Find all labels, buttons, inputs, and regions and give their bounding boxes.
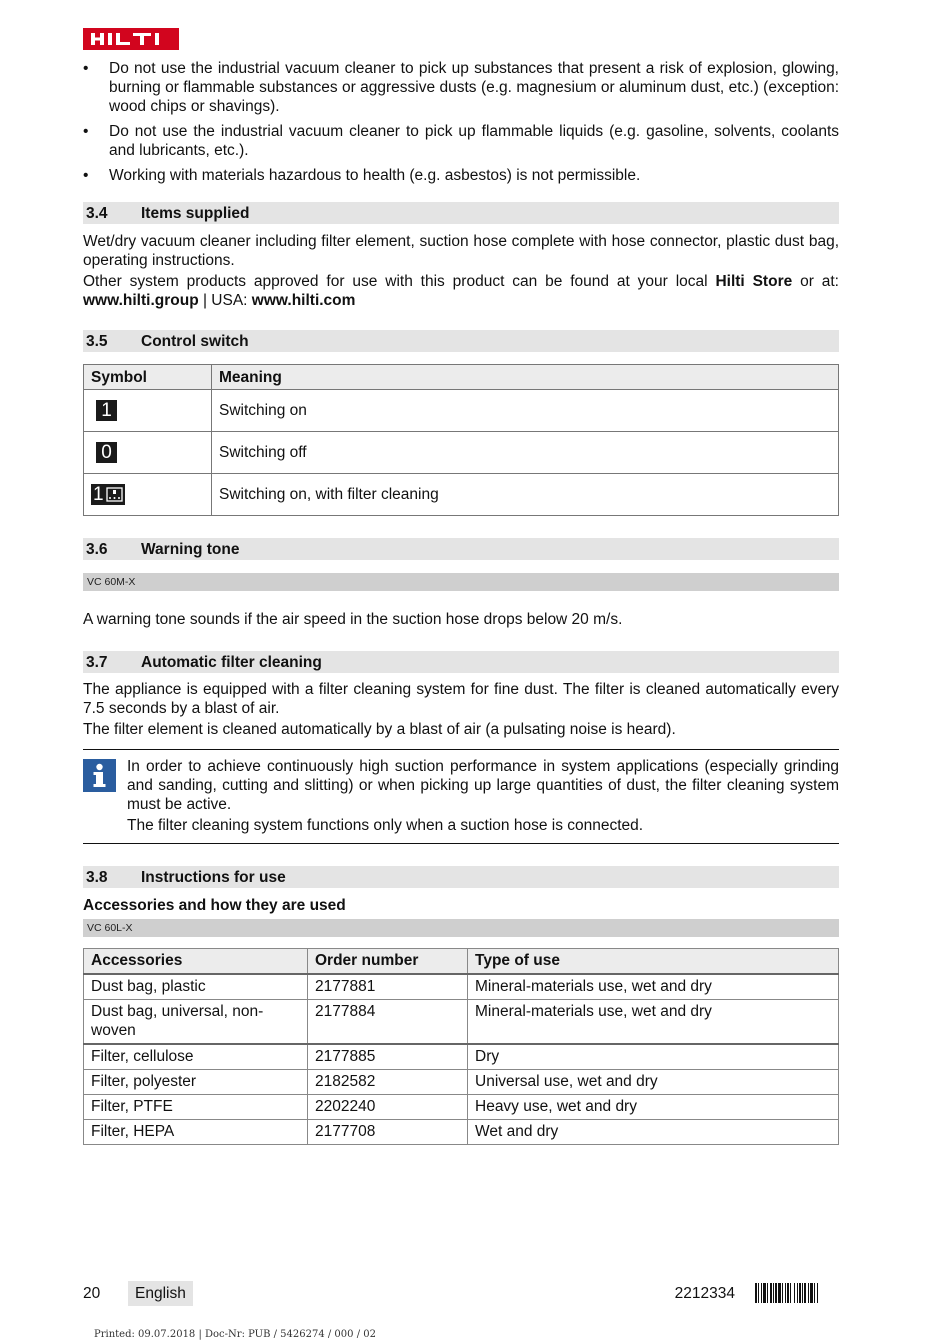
table-cell: Filter, HEPA xyxy=(84,1120,308,1145)
info-note-box xyxy=(83,749,839,844)
symbol-cell xyxy=(84,390,212,432)
table-row xyxy=(84,1120,839,1145)
table-cell: 2177708 xyxy=(308,1120,468,1145)
items-supplied-text: Wet/dry vacuum cleaner including filter element, suction hose complete with hose connector, plastic dust bag, operating instructions. xyxy=(83,233,839,269)
text-span: or at: xyxy=(792,273,839,290)
table-cell: Wet and dry xyxy=(468,1120,839,1145)
meaning-cell: Switching on, with filter cleaning xyxy=(212,474,839,516)
table-cell: 2202240 xyxy=(308,1095,468,1120)
info-icon xyxy=(83,757,127,835)
column-header-meaning: Meaning xyxy=(212,365,839,390)
column-header: Order number xyxy=(308,949,468,975)
section-title: Control switch xyxy=(141,332,249,350)
symbol-digit: 1 xyxy=(93,484,104,505)
text-span: Other system products approved for use with this product can be found at your local xyxy=(83,273,716,290)
section-title: Automatic filter cleaning xyxy=(141,653,322,671)
table-row xyxy=(84,1070,839,1095)
column-header: Type of use xyxy=(468,949,839,975)
symbol-cell xyxy=(84,432,212,474)
section-title: Instructions for use xyxy=(141,868,286,886)
table-cell: Dust bag, universal, non-woven xyxy=(84,1000,308,1045)
table-cell: Universal use, wet and dry xyxy=(468,1070,839,1095)
switch-off-icon: 0 xyxy=(96,442,117,463)
filter-cleaning-note: The filter element is cleaned automatically by a blast of air (a pulsating noise is heard). xyxy=(83,721,676,738)
bullet-item: • Do not use the industrial vacuum cleaner to pick up substances that present a risk of explosion, glowing, burning or flammable substances or aggressive dusts (e.g. magnesium or aluminum dust, etc.) (exception: wood chips or shavings). xyxy=(83,59,839,116)
table-row xyxy=(84,390,839,432)
accessories-subheading: Accessories and how they are used xyxy=(83,897,346,914)
bullet-item: • Do not use the industrial vacuum cleaner to pick up flammable liquids (e.g. gasoline, solvents, coolants and lubricants, etc.). xyxy=(83,122,839,160)
switch-on-icon: 1 xyxy=(96,400,117,421)
text-span: | USA: xyxy=(198,292,252,309)
section-number: 3.4 xyxy=(86,204,108,222)
barcode-icon xyxy=(755,1283,839,1303)
info-note-text: The filter cleaning system functions only when a suction hose is connected. xyxy=(127,817,644,834)
meaning-cell: Switching on xyxy=(212,390,839,432)
main-content xyxy=(83,59,839,1145)
switch-on-filter-cleaning-icon xyxy=(91,484,125,505)
system-products-text xyxy=(83,272,839,310)
section-title: Warning tone xyxy=(141,540,240,558)
page-footer xyxy=(83,1281,839,1307)
page-number: 20 xyxy=(83,1285,101,1302)
table-cell: Dry xyxy=(468,1044,839,1070)
info-note-text: In order to achieve continuously high suction performance in system applications (especially grinding and sanding, cutting and slitting) or when picking up large quantities of dust, the filter cleaning system must be active. xyxy=(127,758,839,813)
table-row xyxy=(84,1095,839,1120)
section-number: 3.7 xyxy=(86,653,108,671)
section-number: 3.5 xyxy=(86,332,108,350)
column-header: Accessories xyxy=(84,949,308,975)
hilti-com-link[interactable]: www.hilti.com xyxy=(251,292,356,309)
table-cell: 2177881 xyxy=(308,974,468,1000)
table-header-row xyxy=(84,949,839,975)
table-cell: Filter, cellulose xyxy=(84,1044,308,1070)
hilti-store-label: Hilti Store xyxy=(715,273,793,290)
document-number: 2212334 xyxy=(674,1285,735,1302)
warning-tone-text: A warning tone sounds if the air speed in the suction hose drops below 20 m/s. xyxy=(83,611,623,628)
table-row xyxy=(84,974,839,1000)
print-info: Printed: 09.07.2018 | Doc-Nr: PUB / 5426274 / 000 / 02 xyxy=(94,1329,376,1340)
hilti-group-link[interactable]: www.hilti.group xyxy=(83,292,199,309)
model-label-bar: VC 60M-X xyxy=(83,573,839,591)
accessories-table xyxy=(83,948,839,1145)
table-row xyxy=(84,1000,839,1045)
table-cell: Heavy use, wet and dry xyxy=(468,1095,839,1120)
column-header-symbol: Symbol xyxy=(84,365,212,390)
bullet-item: • Working with materials hazardous to health (e.g. asbestos) is not permissible. xyxy=(83,166,839,185)
section-number: 3.8 xyxy=(86,868,108,886)
table-row xyxy=(84,432,839,474)
model-label-bar: VC 60L-X xyxy=(83,919,839,937)
table-cell: Filter, polyester xyxy=(84,1070,308,1095)
info-note-body xyxy=(127,757,839,835)
filter-cleaning-text: The appliance is equipped with a filter cleaning system for fine dust. The filter is cleaned automatically every 7.5 seconds by a blast of air. xyxy=(83,681,839,717)
section-number: 3.6 xyxy=(86,540,108,558)
meaning-cell: Switching off xyxy=(212,432,839,474)
table-header-row xyxy=(84,365,839,390)
table-cell: Mineral-materials use, wet and dry xyxy=(468,974,839,1000)
table-row xyxy=(84,474,839,516)
table-cell: 2177884 xyxy=(308,1000,468,1045)
section-heading-items-supplied xyxy=(83,202,839,224)
table-cell: Dust bag, plastic xyxy=(84,974,308,1000)
section-heading-filter-cleaning xyxy=(83,651,839,673)
hilti-logo xyxy=(83,28,179,50)
section-title: Items supplied xyxy=(141,204,250,222)
table-cell: 2182582 xyxy=(308,1070,468,1095)
table-cell: Filter, PTFE xyxy=(84,1095,308,1120)
section-heading-control-switch xyxy=(83,330,839,352)
table-cell: 2177885 xyxy=(308,1044,468,1070)
section-heading-instructions xyxy=(83,866,839,888)
section-heading-warning-tone xyxy=(83,538,839,560)
symbol-cell xyxy=(84,474,212,516)
table-cell: Mineral-materials use, wet and dry xyxy=(468,1000,839,1045)
language-label: English xyxy=(128,1281,193,1306)
table-row xyxy=(84,1044,839,1070)
control-switch-table xyxy=(83,364,839,516)
filter-cleaning-glyph xyxy=(106,487,123,502)
safety-bullet-list xyxy=(83,59,839,185)
